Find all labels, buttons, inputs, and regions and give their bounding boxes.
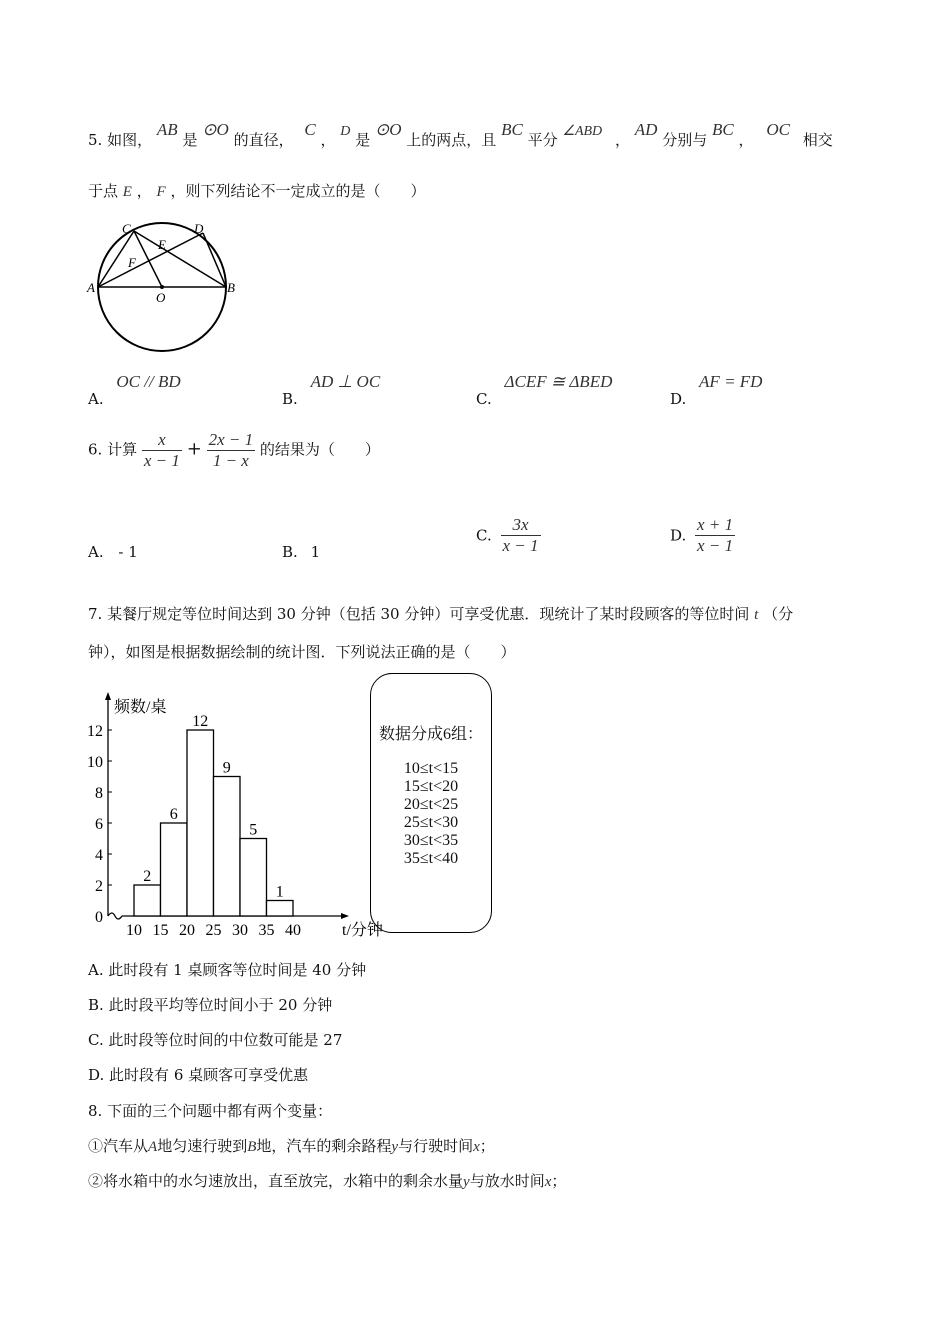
- fraction-denominator: x − 1: [697, 536, 734, 555]
- q6-option-a[interactable]: [88, 543, 138, 561]
- y-tick-label: 8: [95, 785, 103, 802]
- q5-text: 是: [355, 131, 371, 149]
- option-label: C.: [476, 390, 492, 408]
- option-fraction: [695, 515, 735, 556]
- q6-fraction-1: [142, 430, 182, 471]
- x-tick-label: 30: [232, 922, 248, 939]
- bar-data-label: 12: [192, 713, 209, 730]
- option-label: D.: [670, 390, 687, 408]
- math-C: C: [304, 120, 316, 139]
- option-text: OC // BD: [116, 372, 181, 391]
- math-D: D: [340, 124, 351, 139]
- axis-break: [108, 913, 122, 919]
- legend-item: 10≤t<15: [403, 760, 459, 777]
- label-O: O: [156, 290, 166, 305]
- math-y: y: [463, 1174, 470, 1190]
- option-text: AD ⊥ OC: [310, 372, 381, 391]
- math-angle-ABD: ∠ABD: [562, 124, 603, 139]
- q5-text: 平分: [527, 131, 558, 149]
- bar: [187, 730, 214, 916]
- bar-data-label: 2: [143, 868, 152, 885]
- bar: [240, 839, 267, 917]
- bar-data-label: 6: [169, 806, 178, 823]
- q6-option-b[interactable]: [282, 543, 320, 561]
- q7-line2: [88, 642, 516, 662]
- math-AD: AD: [634, 120, 658, 139]
- legend-item: 35≤t<40: [403, 850, 459, 867]
- q6-line: [88, 430, 380, 471]
- option-label: D.: [670, 526, 687, 545]
- point-O: [160, 285, 164, 289]
- q5-text: 的直径，: [233, 131, 294, 149]
- bar-data-label: 9: [222, 759, 231, 777]
- math-F: F: [156, 184, 166, 200]
- fraction-numerator: x + 1: [697, 515, 734, 534]
- q8-text: 地匀速行驶到: [157, 1137, 248, 1155]
- y-tick-label: 12: [87, 723, 103, 740]
- y-axis-arrow: [105, 692, 111, 700]
- fraction-denominator: 1 − x: [212, 451, 249, 470]
- y-tick-label: 10: [87, 754, 103, 771]
- q7-option-c[interactable]: [88, 1030, 342, 1050]
- q7-option-a[interactable]: [88, 960, 366, 980]
- option-text: 此时段等位时间的中位数可能是 27: [108, 1031, 343, 1049]
- q5-option-a[interactable]: [88, 372, 181, 408]
- segment-DB: [203, 233, 226, 287]
- fraction-numerator: 2x − 1: [208, 430, 254, 449]
- math-x: x: [473, 1139, 480, 1155]
- option-text: AF = FD: [699, 372, 763, 391]
- q8-text: 与放水时间: [469, 1172, 545, 1190]
- q5-text: 分别与: [662, 131, 708, 149]
- x-tick-label: 15: [152, 922, 169, 939]
- option-label: B.: [282, 390, 298, 408]
- label-F: F: [128, 255, 136, 270]
- q8-text: 地，汽车的剩余路程: [256, 1137, 392, 1155]
- q5-option-d[interactable]: [670, 372, 763, 408]
- q5-option-c[interactable]: [476, 372, 613, 408]
- q8-text: ①汽车从: [88, 1137, 149, 1155]
- q5-circle-figure: [82, 220, 235, 355]
- y-tick-label: 4: [95, 847, 103, 864]
- fraction-denominator: x − 1: [502, 536, 539, 555]
- math-circle-O: ⊙O: [374, 120, 402, 139]
- legend-item: 25≤t<30: [403, 814, 459, 831]
- q8-text: ；: [479, 1137, 495, 1155]
- q5-text: 上的两点，且: [406, 131, 497, 149]
- bar: [267, 901, 294, 917]
- q5-line2: [88, 181, 426, 202]
- option-label: C.: [476, 526, 492, 545]
- math-OC: OC: [766, 120, 790, 139]
- label-B: B: [227, 280, 235, 295]
- q5-number: 5.: [88, 131, 103, 149]
- option-text: 此时段有 6 桌顾客可享受优惠: [109, 1066, 309, 1084]
- q5-text: 是: [182, 131, 198, 149]
- option-label: A.: [88, 390, 104, 408]
- q6-text: 计算: [107, 440, 138, 459]
- q5-option-b[interactable]: [282, 372, 381, 408]
- legend-list: [371, 760, 491, 868]
- y-tick-label: 6: [95, 816, 103, 833]
- q7-line1: [88, 604, 793, 625]
- label-C: C: [122, 221, 131, 236]
- q5-text: ，: [136, 182, 152, 200]
- q5-text: 于点: [88, 182, 119, 200]
- fraction-numerator: 3x: [501, 515, 541, 536]
- x-tick-label: 10: [126, 922, 142, 939]
- plus-sign: +: [186, 438, 202, 460]
- x-axis-title: t/分钟: [342, 922, 383, 939]
- q8-item2: [88, 1171, 566, 1192]
- q7-option-d[interactable]: [88, 1065, 308, 1085]
- option-label: A.: [88, 961, 104, 979]
- math-A: A: [148, 1139, 158, 1155]
- q8-item1: [88, 1136, 495, 1157]
- y-tick-label: 0: [95, 909, 103, 926]
- q8-text: 8. 下面的三个问题中都有两个变量：: [88, 1102, 333, 1120]
- y-tick-label: 2: [95, 878, 103, 895]
- q7-text: （分: [763, 605, 794, 623]
- x-tick-label: 25: [205, 922, 222, 939]
- option-text: 此时段平均等位时间小于 20 分钟: [108, 996, 333, 1014]
- q7-group-legend: [370, 673, 492, 933]
- option-label: A.: [88, 543, 104, 561]
- x-tick-label: 40: [285, 922, 301, 939]
- label-D: D: [194, 221, 204, 236]
- q8-text: 与行驶时间: [398, 1137, 474, 1155]
- option-text: - 1: [118, 543, 138, 561]
- q6-option-c[interactable]: [476, 515, 541, 556]
- q5-text: 相交: [802, 131, 833, 149]
- q5-text: ，: [614, 131, 630, 149]
- legend-item: 30≤t<35: [403, 832, 459, 849]
- math-BC: BC: [712, 120, 734, 139]
- bar: [161, 823, 188, 916]
- bar-data-label: 1: [275, 883, 284, 901]
- q5-text: ，: [738, 131, 754, 149]
- bar: [214, 777, 241, 917]
- q8-text: ；: [551, 1172, 567, 1190]
- q5-line1: [88, 120, 833, 152]
- math-B: B: [247, 1139, 257, 1155]
- q5-text: ，: [320, 131, 336, 149]
- label-A: A: [87, 280, 95, 295]
- x-tick-label: 35: [258, 922, 275, 939]
- fraction-numerator: x: [142, 430, 182, 451]
- option-text: ΔCEF ≅ ΔBED: [504, 372, 613, 391]
- x-axis-arrow: [341, 913, 349, 919]
- option-text: 此时段有 1 桌顾客等位时间是 40 分钟: [108, 961, 367, 979]
- option-label: B.: [282, 543, 298, 561]
- q6-text: 的结果为（ ）: [259, 440, 380, 459]
- q5-text: ，则下列结论不一定成立的是（ ）: [170, 182, 426, 200]
- math-AB: AB: [156, 120, 178, 139]
- q6-option-d[interactable]: [670, 515, 735, 556]
- q7-histogram: [82, 690, 383, 940]
- fraction-denominator: x − 1: [143, 451, 180, 470]
- math-y: y: [391, 1139, 399, 1155]
- math-BC: BC: [501, 120, 523, 139]
- bar: [134, 885, 161, 916]
- y-axis-title: 频数/桌: [114, 699, 167, 716]
- legend-item: 20≤t<25: [403, 796, 459, 813]
- bar-data-label: 5: [249, 821, 258, 839]
- math-t: t: [754, 607, 759, 623]
- q8-text: ②将水箱中的水匀速放出，直至放完，水箱中的剩余水量: [88, 1172, 464, 1190]
- q6-fraction-2: [207, 430, 256, 471]
- option-text: 1: [310, 543, 321, 561]
- q7-text: 钟），如图是根据数据绘制的统计图．下列说法正确的是（ ）: [88, 643, 516, 661]
- legend-item: 15≤t<20: [403, 778, 459, 795]
- q5-text: 如图，: [107, 131, 153, 149]
- q7-option-b[interactable]: [88, 995, 332, 1015]
- label-E: E: [158, 237, 166, 252]
- q8-line1: [88, 1101, 332, 1121]
- option-label: C.: [88, 1031, 104, 1049]
- q7-text: 7. 某餐厅规定等位时间达到 30 分钟（包括 30 分钟）可享受优惠．现统计了某时段顾客的等位时间: [88, 605, 750, 623]
- math-E: E: [122, 184, 132, 200]
- option-fraction: [501, 515, 541, 556]
- x-tick-label: 20: [179, 922, 195, 939]
- math-x: x: [544, 1174, 552, 1190]
- legend-title: 数据分成6组：: [378, 726, 483, 743]
- math-circle-O: ⊙O: [202, 120, 229, 139]
- option-label: D.: [88, 1066, 105, 1084]
- option-label: B.: [88, 996, 104, 1014]
- q6-number: 6.: [88, 440, 103, 459]
